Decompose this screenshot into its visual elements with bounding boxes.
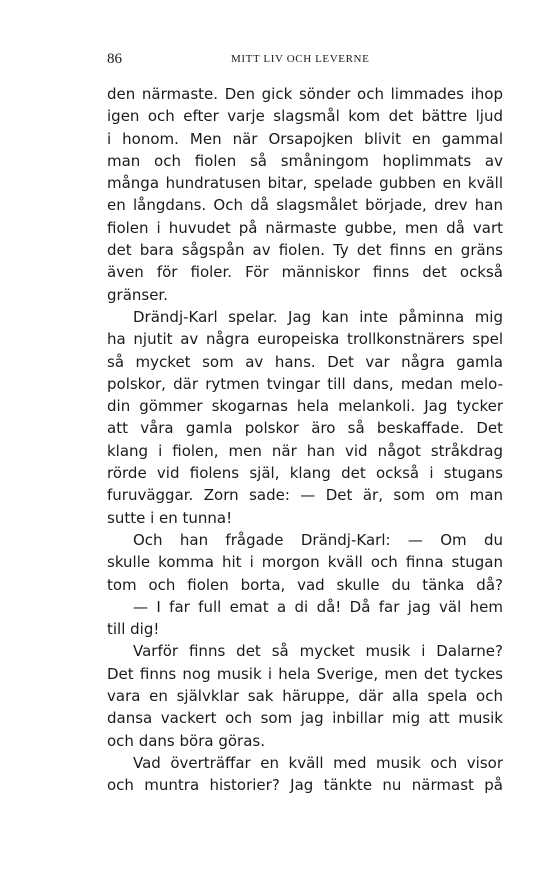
text-line: och muntra historier? Jag tänkte nu närmast på (107, 776, 503, 795)
text-line: igen och efter varje slagsmål kom det bättre ljud (107, 107, 503, 126)
text-line: Och han frågade Drändj-Karl: — Om du (133, 530, 503, 549)
text-line: sutte i en tunna! (107, 508, 233, 527)
text-line: ha njutit av några europeiska trollkonstnärers spel (107, 330, 503, 349)
text-line: även för fioler. För människor finns det också (107, 263, 503, 282)
text-line: gränser. (107, 285, 168, 304)
text-line: fiolen i huvudet på närmaste gubbe, men då vart (107, 218, 503, 237)
text-line: furuväggar. Zorn sade: — Det är, som om man (107, 486, 503, 505)
body-text (107, 83, 503, 797)
text-line: en långdans. Och då slagsmålet började, drev han (107, 196, 503, 215)
text-line: klang i fiolen, men när han vid något stråkdrag (107, 441, 503, 460)
text-line: Drändj-Karl spelar. Jag kan inte påminna mig (133, 307, 503, 326)
text-line: dansa vackert och som jag inbillar mig att musik (107, 709, 503, 728)
text-line: rörde vid fiolens själ, klang det också i stugans (107, 464, 503, 483)
text-line: den närmaste. Den gick sönder och limmades ihop (107, 85, 503, 103)
text-line: vara en självklar sak häruppe, där alla spela och (107, 687, 503, 706)
text-line: Det finns nog musik i hela Sverige, men det tyckes (107, 664, 503, 683)
page-number: 86 (107, 51, 122, 67)
text-line: Vad överträffar en kväll med musik och visor (133, 753, 503, 772)
text-line: så mycket som av hans. Det var några gamla (107, 352, 503, 371)
text-line: i honom. Men när Orsapojken blivit en gammal (107, 129, 503, 148)
text-line: tom och fiolen borta, vad skulle du tänka då? (107, 575, 503, 594)
running-title: MITT LIV OCH LEVERNE (231, 53, 370, 65)
text-line: din gömmer skogarnas hela melankoli. Jag tycker (107, 397, 503, 416)
text-line: till dig! (107, 620, 160, 639)
text-line: polskor, där rytmen tvingar till dans, medan melo- (107, 374, 503, 393)
text-line: det bara sågspån av fiolen. Ty det finns en gräns (107, 241, 503, 260)
text-line: många hundratusen bitar, spelade gubben en kväll (107, 174, 503, 193)
text-line: och dans böra göras. (107, 731, 265, 750)
text-line: — I far full emat a di då! Då far jag väl hem (133, 597, 503, 616)
text-line: man och fiolen så småningom hoplimmats av (107, 151, 503, 170)
text-line: att våra gamla polskor äro så beskaffade. Det (107, 419, 503, 438)
page-header (107, 51, 503, 71)
text-line: Varför finns det så mycket musik i Dalarne? (133, 642, 503, 661)
text-line: skulle komma hit i morgon kväll och finna stugan (107, 553, 503, 572)
